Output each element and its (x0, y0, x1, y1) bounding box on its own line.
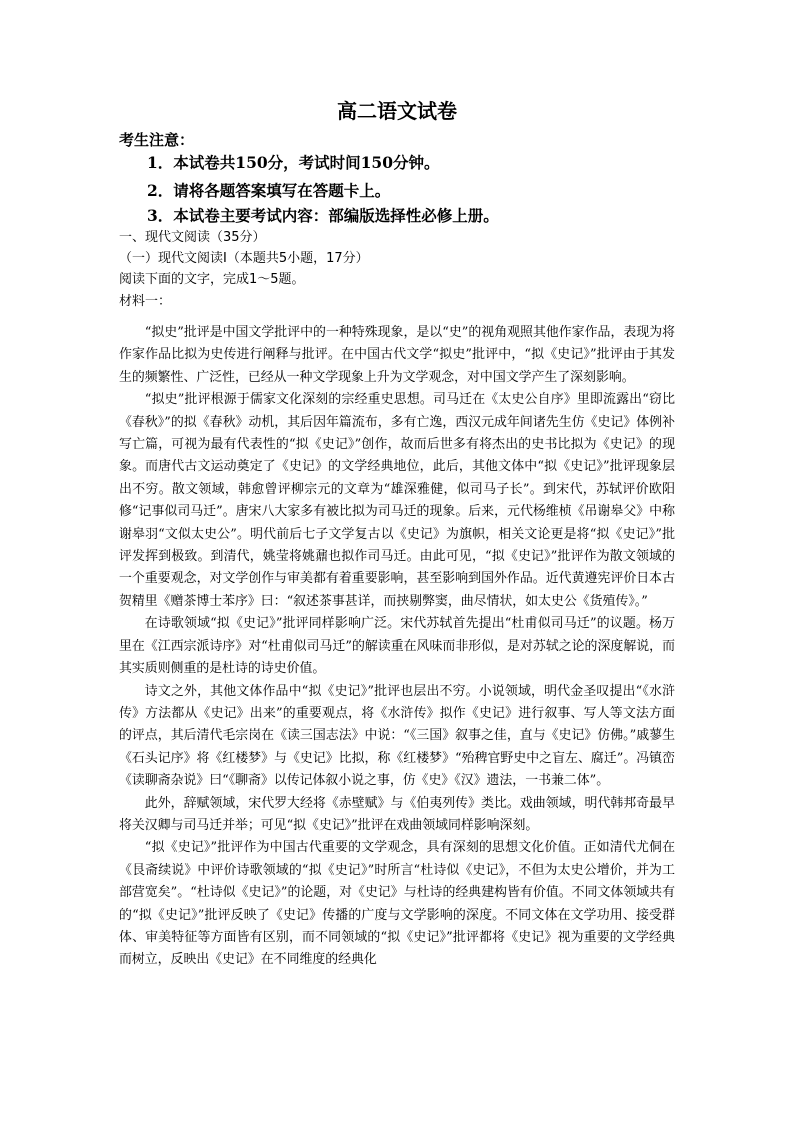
paragraph-3: 在诗歌领域“拟《史记》”批评同样影响广泛。宋代苏轼首先提出“杜甫似司马迁”的议题。杨万里在《江西宗派诗序》对“杜甫似司马迁”的解读重在风味而非形似，是对苏轼之论的深度解说，而其实质则侧重的是杜诗的诗史价值。 (119, 616, 675, 677)
notice-heading: 考生注意： (119, 131, 195, 149)
notice-item-1: 1．本试卷共150分，考试时间150分钟。 (147, 153, 440, 172)
section-heading: 一、现代文阅读（35分） (119, 230, 266, 245)
paragraph-4: 诗文之外，其他文体作品中“拟《史记》”批评也层出不穷。小说领域，明代金圣叹提出“《水浒传》方法都从《史记》出来”的重要观点，将《水浒传》拟作《史记》进行叙事、写人等文法方面的评点，其后清代毛宗岗在《读三国志法》中说：“《三国》叙事之佳，直与《史记》仿佛。”戚蓼生《石头记序》将《红楼梦》与《史记》比拟，称《红楼梦》“殆稗官野史中之盲左、腐迁”。冯镇峦《读聊斋杂说》曰“《聊斋》以传记体叙小说之事，仿《史》《汉》遗法，一书兼二体”。 (119, 683, 675, 789)
material-body (119, 322, 675, 972)
subsection-heading: （一）现代文阅读Ⅰ（本题共5小题，17分） (119, 251, 369, 266)
material-label: 材料一： (119, 294, 172, 309)
paragraph-6: “拟《史记》”批评作为中国古代重要的文学观念，具有深刻的思想文化价值。正如清代尤侗在《艮斋续说》中评价诗歌领域的“拟《史记》”时所言“杜诗似《史记》，不但为太史公增价，并为工部营宽矣”。“杜诗似《史记》”的论题，对《史记》与杜诗的经典建构皆有价值。不同文体领域共有的“拟《史记》”批评反映了《史记》传播的广度与文学影响的深度。不同文体在文学功用、接受群体、审美特征等方面皆有区别，而不同领域的“拟《史记》”批评都将《史记》视为重要的文学经典而树立，反映出《史记》在不同维度的经典化 (119, 840, 675, 968)
exam-title: 高二语文试卷 (337, 99, 457, 123)
paragraph-1: “拟史”批评是中国文学批评中的一种特殊现象，是以“史”的视角观照其他作家作品，表现为将作家作品比拟为史传进行阐释与批评。在中国古代文学“拟史”批评中，“拟《史记》”批评由于其发生的频繁性、广泛性，已经从一种文学现象上升为文学观念，对中国文学产生了深刻影响。 (119, 325, 675, 385)
notice-item-3: 3．本试卷主要考试内容：部编版选择性必修上册。 (147, 206, 499, 225)
reading-instruction: 阅读下面的文字，完成1～5题。 (119, 272, 305, 287)
paragraph-5: 此外，辞赋领域，宋代罗大经将《赤壁赋》与《伯夷列传》类比。戏曲领域，明代韩邦奇最早将关汉卿与司马迁并举；可见“拟《史记》”批评在戏曲领域同样影响深刻。 (119, 795, 675, 833)
paragraph-2: “拟史”批评根源于儒家文化深刻的宗经重史思想。司马迁在《太史公自序》里即流露出“窃比《春秋》”的拟《春秋》动机，其后因年篇流布，多有亡逸，西汉元成年间诸先生仿《史记》体例补写亡篇，可视为最有代表性的“拟《史记》”创作，故而后世多有将杰出的史书比拟为《史记》的现象。而唐代古文运动奠定了《史记》的文学经典地位，此后，其他文体中“拟《史记》”批评现象层出不穷。散文领域，韩愈曾评柳宗元的文章为“雄深雅健，似司马子长”。到宋代，苏轼评价欧阳修“记事似司马迁”。唐宋八大家多有被比拟为司马迁的现象。后来，元代杨维桢《吊谢皋父》中称谢皋羽“文似太史公”。明代前后七子文学复古以《史记》为旗帜，相关文论更是将“拟《史记》”批评发挥到极致。到清代，姚莹将姚鼐也拟作司马迁。由此可见，“拟《史记》”批评作为散文领域的一个重要观念，对文学创作与审美都有着重要影响，甚至影响到国外作品。近代黄遵宪评价日本古贺精里《赠茶博士苯序》曰：“叙述茶事甚详，而挟剔弊窦，曲尽情状，如太史公《货殖传》。” (119, 392, 675, 609)
notice-item-2: 2．请将各题答案填写在答题卡上。 (147, 181, 391, 200)
